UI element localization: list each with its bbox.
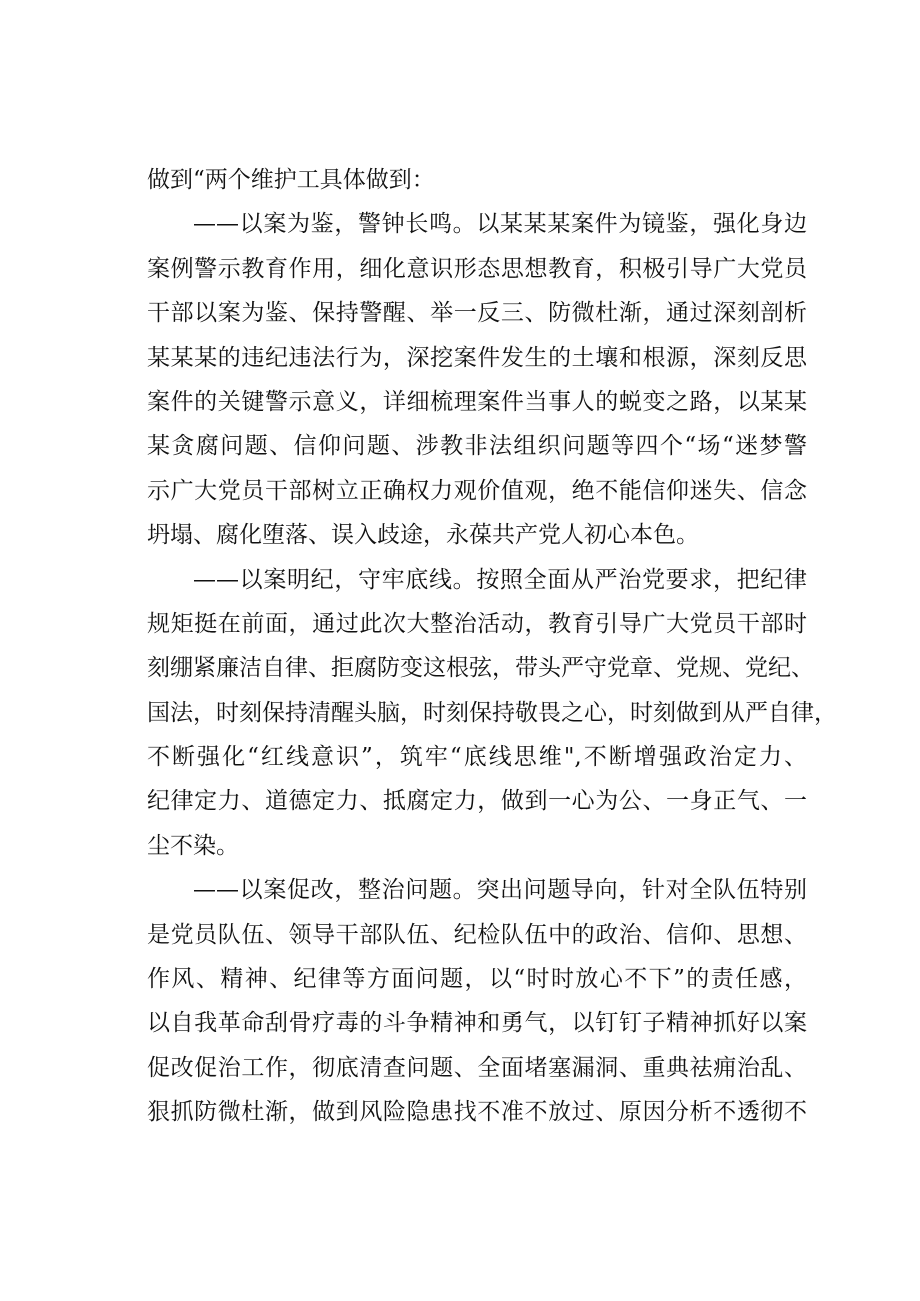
text-line: 案例警示教育作用，细化意识形态思想教育，积极引导广大党员 bbox=[147, 255, 807, 282]
text-line: 作风、精神、纪律等方面问题，以“时时放心不下”的责任感， bbox=[147, 966, 807, 993]
text-line: 干部以案为鉴、保持警醒、举一反三、防微杜渐，通过深刻剖析 bbox=[147, 300, 807, 327]
text-line: 坍塌、腐化堕落、误入歧途，永葆共产党人初心本色。 bbox=[147, 522, 699, 549]
text-line: 以自我革命刮骨疗毒的斗争精神和勇气，以钉钉子精神抓好以案 bbox=[147, 1010, 807, 1037]
text-line: 规矩挺在前面，通过此次大整治活动，教育引导广大党员干部时 bbox=[147, 610, 807, 637]
text-line: 尘不染。 bbox=[147, 832, 239, 859]
text-line: 是党员队伍、领导干部队伍、纪检队伍中的政治、信仰、思想、 bbox=[147, 921, 807, 948]
text-line: 狠抓防微杜渐，做到风险隐患找不准不放过、原因分析不透彻不 bbox=[147, 1099, 807, 1126]
text-line: ——以案明纪，守牢底线。按照全面从严治党要求，把纪律 bbox=[193, 566, 807, 593]
text-line: 不断强化“红线意识”，筑牢“底线思维",不断增强政治定力、 bbox=[147, 744, 807, 771]
text-line: 纪律定力、道德定力、抵腐定力，做到一心为公、一身正气、一 bbox=[147, 788, 807, 815]
text-line: 案件的关键警示意义，详细梳理案件当事人的蜕变之路，以某某 bbox=[147, 388, 807, 415]
text-line: 促改促治工作，彻底清查问题、全面堵塞漏洞、重典祛痈治乱、 bbox=[147, 1054, 807, 1081]
text-line: 刻绷紧廉洁自律、拒腐防变这根弦，带头严守党章、党规、党纪、 bbox=[147, 655, 814, 682]
text-line: 做到“两个维护工具体做到： bbox=[147, 167, 435, 193]
text-line: ——以案为鉴，警钟长鸣。以某某某案件为镜鉴，强化身边 bbox=[193, 211, 807, 238]
text-line: 某某某的违纪违法行为，深挖案件发生的土壤和根源，深刻反思 bbox=[147, 344, 807, 371]
text-line: 示广大党员干部树立正确权力观价值观，绝不能信仰迷失、信念 bbox=[147, 477, 807, 504]
text-line: ——以案促改，整治问题。突出问题导向，针对全队伍特别 bbox=[193, 877, 807, 904]
document-body bbox=[147, 158, 837, 1135]
text-line: 国法，时刻保持清醒头脑，时刻保持敬畏之心，时刻做到从严自律， bbox=[147, 699, 837, 726]
text-line: 某贪腐问题、信仰问题、涉教非法组织问题等四个“场“迷梦警 bbox=[147, 433, 807, 460]
